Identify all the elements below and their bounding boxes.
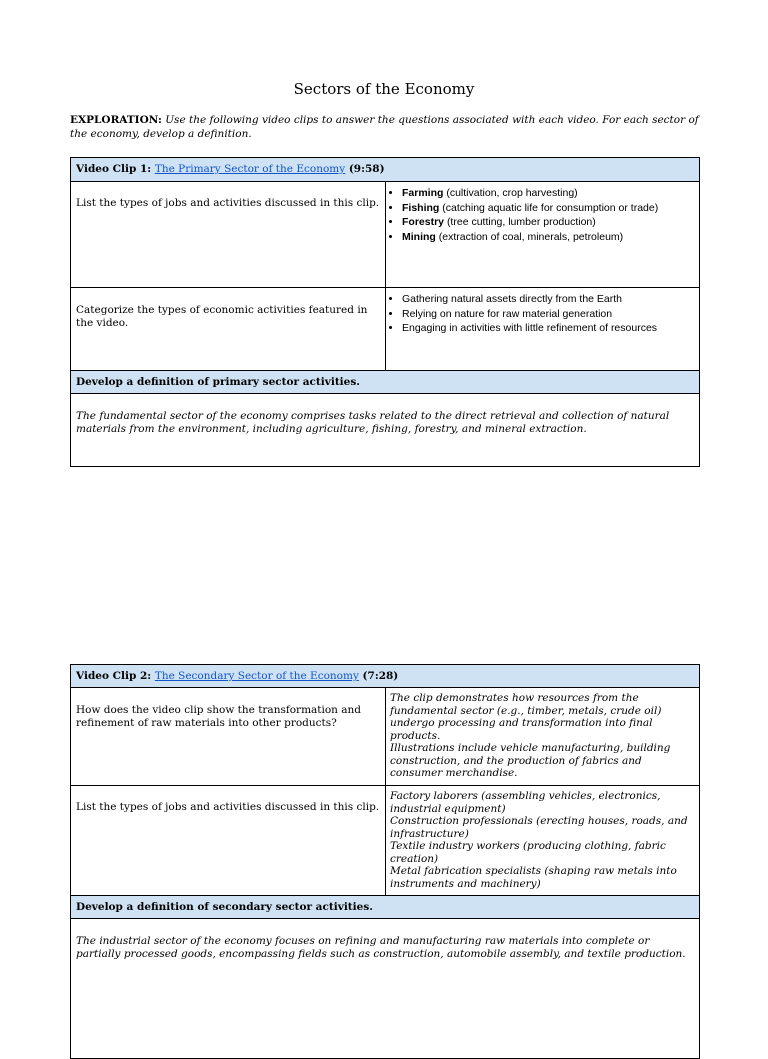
clip2-definition: The industrial sector of the economy focuses on refining and manufacturing raw materials into complete or partially processed goods, encompassing fields such as construction, automobile assembly, and textile production. xyxy=(76,935,686,960)
clip1-definition: The fundamental sector of the economy comprises tasks related to the direct retrieval and collection of natural materials from the environment, including agriculture, fishing, forestry, and mineral extraction. xyxy=(76,410,670,435)
clip1-answer1-list xyxy=(386,182,699,244)
clip1-definition-prompt: Develop a definition of primary sector activities. xyxy=(76,376,360,388)
clip2-answer1-line: The clip demonstrates how resources from the fundamental sector (e.g., timber, metals, crude oil) undergo processing and transformation into final products. xyxy=(390,692,662,742)
clip2-answer2-line: Factory laborers (assembling vehicles, electronics, industrial equipment) xyxy=(390,790,661,815)
exploration-instructions xyxy=(70,113,700,141)
clip2-table xyxy=(70,664,700,1059)
clip2-question1-cell xyxy=(71,688,386,786)
list-item: • Forestry (tree cutting, lumber production) xyxy=(402,215,699,230)
clip2-answer1 xyxy=(386,688,699,780)
clip2-question1: How does the video clip show the transformation and refinement of raw materials into other products? xyxy=(76,704,362,729)
list-item: • Mining (extraction of coal, minerals, petroleum) xyxy=(402,230,699,245)
clip2-definition-prompt: Develop a definition of secondary sector activities. xyxy=(76,901,373,913)
clip1-answer2-list xyxy=(386,288,699,336)
clip1-label: Video Clip 1: xyxy=(76,163,152,175)
clip2-answer2-line: Metal fabrication specialists (shaping raw metals into instruments and machinery) xyxy=(390,865,677,890)
clip2-duration: (7:28) xyxy=(362,670,399,682)
clip1-question2: Categorize the types of economic activities featured in the video. xyxy=(76,304,368,329)
clip1-answer2-cell[interactable] xyxy=(386,288,700,371)
page-title: Sectors of the Economy xyxy=(293,80,475,98)
clip2-answer1-line: Illustrations include vehicle manufacturing, building construction, and the production of fabrics and consumer merchandise. xyxy=(390,742,671,779)
clip2-answer2-cell[interactable] xyxy=(386,786,700,896)
exploration-text: Use the following video clips to answer the questions associated with each video. For each sector of the economy, develop a definition. xyxy=(70,114,699,140)
list-item: • Fishing (catching aquatic life for consumption or trade) xyxy=(402,201,699,216)
clip2-answer2 xyxy=(386,786,699,890)
clip1-definition-cell[interactable] xyxy=(71,394,700,467)
clip2-header xyxy=(71,665,700,688)
clip2-question2-cell xyxy=(71,786,386,896)
clip1-duration: (9:58) xyxy=(348,163,385,175)
clip2-definition-header xyxy=(71,896,700,919)
clip2-answer1-cell[interactable] xyxy=(386,688,700,786)
clip1-question1: List the types of jobs and activities discussed in this clip. xyxy=(76,197,380,209)
clip2-answer2-line: Textile industry workers (producing clothing, fabric creation) xyxy=(390,840,666,865)
clip2-question2: List the types of jobs and activities discussed in this clip. xyxy=(76,801,380,813)
list-item: • Relying on nature for raw material generation xyxy=(402,307,699,322)
clip1-video-link[interactable]: The Primary Sector of the Economy xyxy=(154,163,346,175)
clip1-answer1-cell[interactable] xyxy=(386,182,700,288)
list-item: • Gathering natural assets directly from the Earth xyxy=(402,292,699,307)
clip2-definition-cell[interactable] xyxy=(71,919,700,1059)
clip2-label: Video Clip 2: xyxy=(76,670,152,682)
list-item: • Engaging in activities with little refinement of resources xyxy=(402,321,699,336)
list-item: • Farming (cultivation, crop harvesting) xyxy=(402,186,699,201)
clip1-question2-cell xyxy=(71,288,386,371)
clip1-table xyxy=(70,157,700,467)
clip2-video-link[interactable]: The Secondary Sector of the Economy xyxy=(154,670,359,682)
clip1-definition-header xyxy=(71,371,700,394)
clip1-question1-cell xyxy=(71,182,386,288)
clip1-header xyxy=(71,158,700,182)
clip2-answer2-line: Construction professionals (erecting houses, roads, and infrastructure) xyxy=(390,815,688,840)
exploration-label: EXPLORATION: xyxy=(70,114,162,126)
